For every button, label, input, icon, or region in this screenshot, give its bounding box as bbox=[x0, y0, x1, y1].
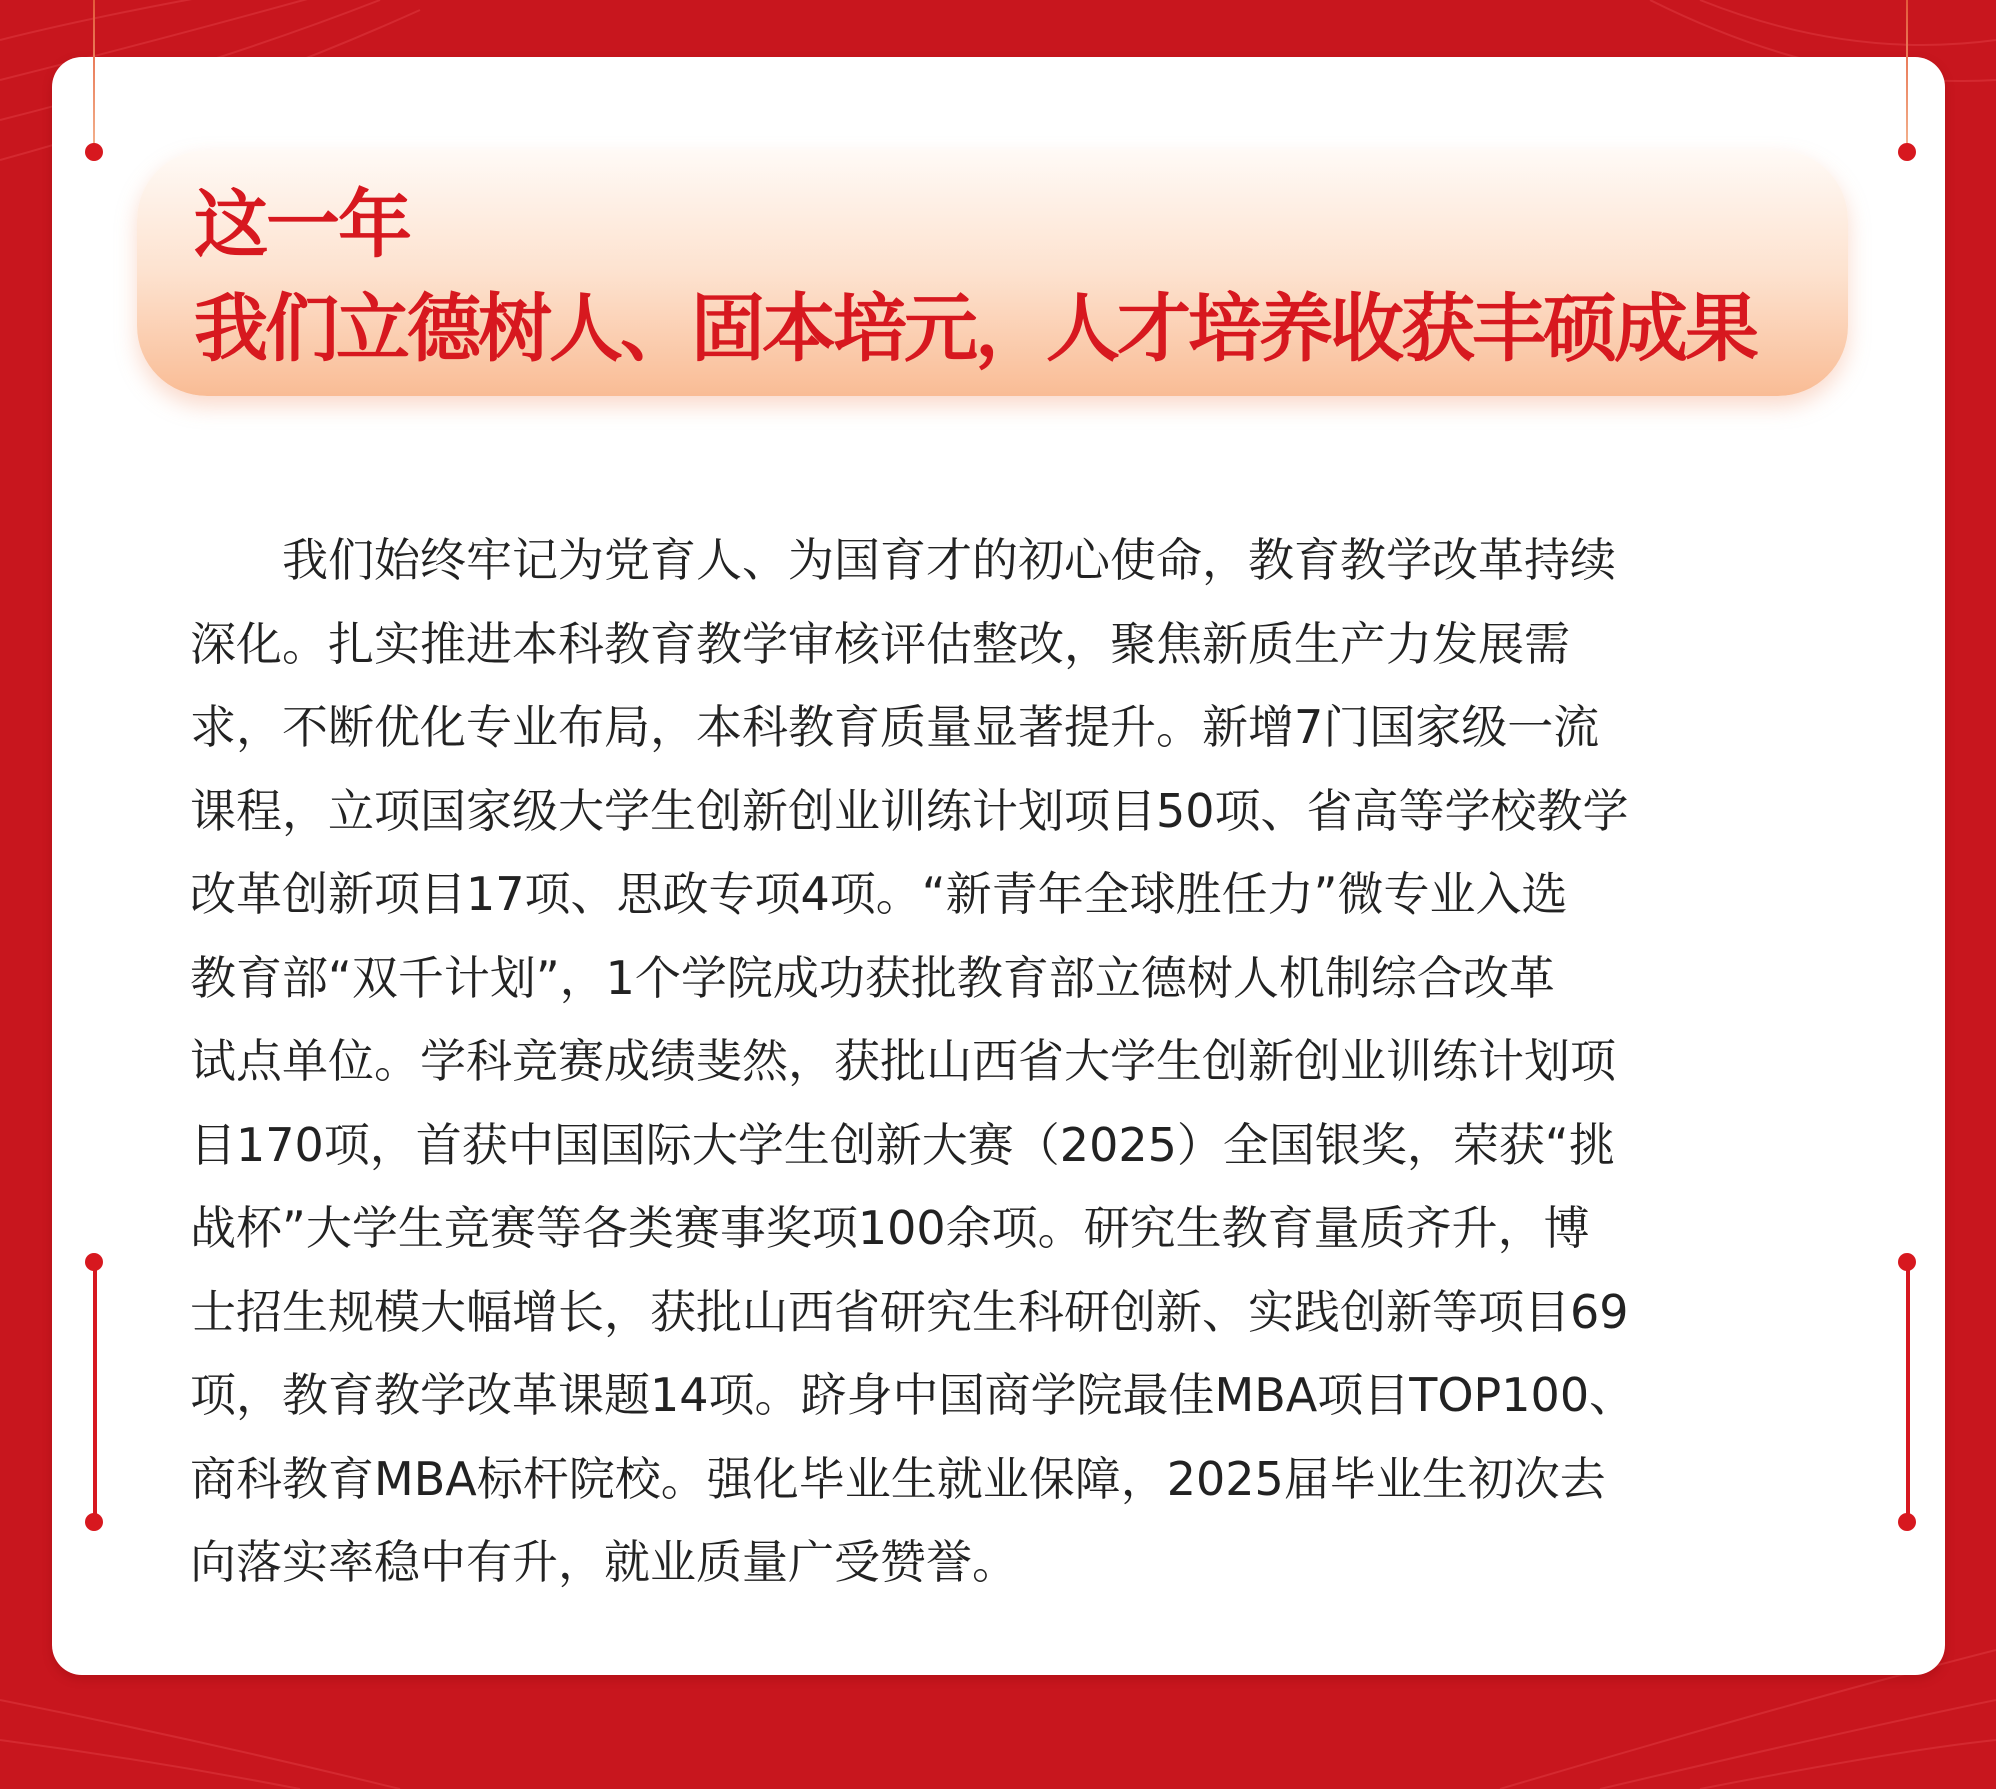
decorative-line-mid-left bbox=[93, 1262, 97, 1522]
decorative-dot-top-right bbox=[1898, 143, 1916, 161]
body-line-5: 改革创新项目17项、思政专项4项。“新青年全球胜任力”微专业入选 bbox=[190, 867, 1568, 921]
decorative-line-top-right bbox=[1906, 0, 1908, 150]
body-line-13: 向落实率稳中有升，就业质量广受赞誉。 bbox=[190, 1535, 1018, 1589]
body-line-2: 深化。扎实推进本科教育教学审核评估整改，聚焦新质生产力发展需 bbox=[190, 616, 1570, 671]
decorative-line-top-left bbox=[93, 0, 95, 150]
decorative-line-mid-right bbox=[1906, 1262, 1910, 1522]
body-line-12: 商科教育MBA标杆院校。强化毕业生就业保障，2025届毕业生初次去 bbox=[190, 1451, 1606, 1506]
body-line-10: 士招生规模大幅增长，获批山西省研究生科研创新、实践创新等项目69 bbox=[190, 1284, 1629, 1339]
body-line-1: 我们始终牢记为党育人、为国育才的初心使命，教育教学改革持续 bbox=[190, 533, 1616, 587]
body-line-6: 教育部“双千计划”，1个学院成功获批教育部立德树人机制综合改革 bbox=[190, 950, 1555, 1005]
body-line-11: 项，教育教学改革课题14项。跻身中国商学院最佳MBA项目TOP100、 bbox=[190, 1368, 1636, 1422]
decorative-dot-top-left bbox=[85, 143, 103, 161]
body-line-8: 目170项，首获中国国际大学生创新大赛（2025）全国银奖，荣获“挑 bbox=[190, 1117, 1615, 1172]
header-title-line1: 这一年 bbox=[194, 182, 410, 268]
body-line-9: 战杯”大学生竞赛等各类赛事奖项100余项。研究生教育量质齐升，博 bbox=[190, 1201, 1590, 1255]
decorative-dot-mid-right-bottom bbox=[1898, 1513, 1916, 1531]
body-paragraph bbox=[190, 519, 1820, 1605]
decorative-dot-mid-left-bottom bbox=[85, 1513, 103, 1531]
body-line-3: 求，不断优化专业布局，本科教育质量显著提升。新增7门国家级一流 bbox=[190, 700, 1600, 754]
body-line-7: 试点单位。学科竞赛成绩斐然，获批山西省大学生创新创业训练计划项 bbox=[190, 1034, 1616, 1088]
body-line-4: 课程，立项国家级大学生创新创业训练计划项目50项、省高等学校教学 bbox=[190, 783, 1629, 838]
header-title-line2: 我们立德树人、固本培元，人才培养收获丰硕成果 bbox=[194, 286, 1756, 372]
